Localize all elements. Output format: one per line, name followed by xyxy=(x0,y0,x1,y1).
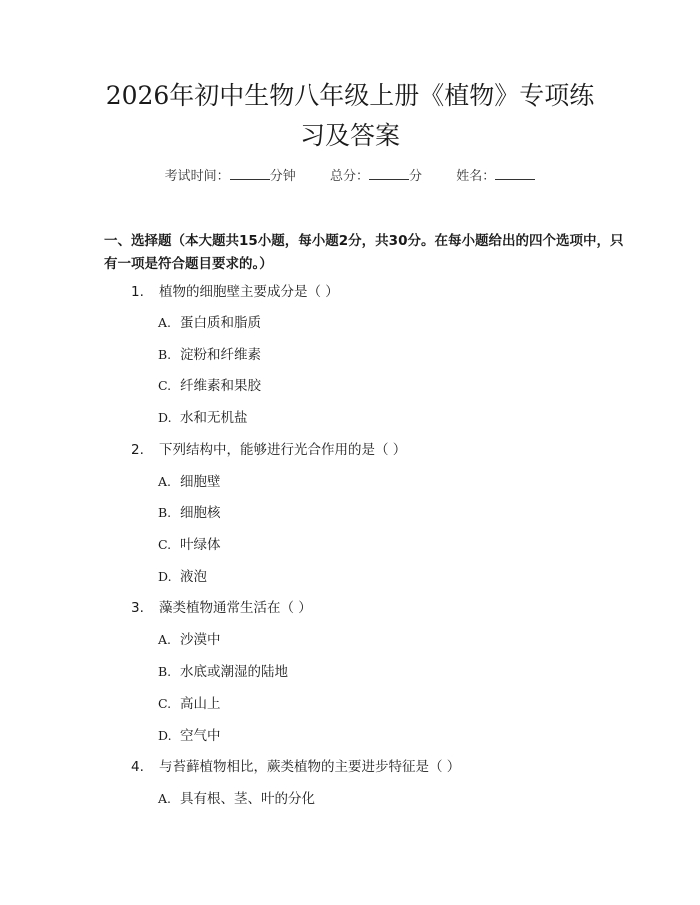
option-letter: C. xyxy=(158,537,172,552)
option-letter: C. xyxy=(158,696,172,711)
question-text: 与苔藓植物相比，蕨类植物的主要进步特征是（ ） xyxy=(159,759,461,775)
question-4 xyxy=(131,757,460,777)
option-text: 纤维素和果胶 xyxy=(180,378,261,394)
option-3b xyxy=(158,662,288,682)
option-text: 细胞壁 xyxy=(180,474,221,490)
question-text: 植物的细胞壁主要成分是（ ） xyxy=(159,284,339,300)
option-text: 淀粉和纤维素 xyxy=(180,347,261,363)
time-blank[interactable] xyxy=(230,167,270,180)
section-heading: 一、选择题（本大题共15小题，每小题2分，共30分。在每小题给出的四个选项中，只有一项是符合题目要求的。） xyxy=(104,233,624,272)
option-3a xyxy=(158,630,221,650)
page-title xyxy=(60,76,640,156)
option-3c xyxy=(158,694,221,714)
option-4a xyxy=(158,789,315,809)
question-number: 4. xyxy=(131,759,144,775)
option-letter: A. xyxy=(158,474,172,489)
question-1 xyxy=(131,282,339,302)
option-letter: A. xyxy=(158,632,172,647)
option-2d xyxy=(158,567,207,587)
name-blank[interactable] xyxy=(495,167,535,180)
option-text: 水底或潮湿的陆地 xyxy=(180,664,288,680)
option-3d xyxy=(158,726,221,746)
option-letter: A. xyxy=(158,791,172,806)
option-text: 沙漠中 xyxy=(180,632,221,648)
name-label: 姓名： xyxy=(456,169,496,184)
option-letter: D. xyxy=(158,410,172,425)
time-label: 考试时间： xyxy=(164,169,230,184)
question-2 xyxy=(131,440,406,460)
score-label: 总分： xyxy=(329,169,369,184)
option-text: 蛋白质和脂质 xyxy=(180,315,261,331)
option-letter: A. xyxy=(158,315,172,330)
option-1d xyxy=(158,408,248,428)
question-text: 下列结构中，能够进行光合作用的是（ ） xyxy=(159,442,407,458)
question-number: 1. xyxy=(131,284,144,300)
option-letter: B. xyxy=(158,664,172,679)
question-number: 3. xyxy=(131,600,144,616)
title-line-2: 习及答案 xyxy=(299,121,400,150)
option-text: 液泡 xyxy=(180,569,207,585)
title-line-1: 2026年初中生物八年级上册《植物》专项练 xyxy=(105,81,595,110)
question-number: 2. xyxy=(131,442,144,458)
option-text: 空气中 xyxy=(180,728,221,744)
option-letter: C. xyxy=(158,378,172,393)
option-letter: B. xyxy=(158,505,172,520)
option-letter: D. xyxy=(158,569,172,584)
option-2c xyxy=(158,535,221,555)
option-2b xyxy=(158,503,221,523)
question-3 xyxy=(131,598,312,618)
option-letter: D. xyxy=(158,728,172,743)
option-text: 高山上 xyxy=(180,696,221,712)
option-text: 具有根、茎、叶的分化 xyxy=(180,791,315,807)
time-unit: 分钟 xyxy=(269,169,296,184)
option-letter: B. xyxy=(158,347,172,362)
option-text: 叶绿体 xyxy=(180,537,221,553)
option-1a xyxy=(158,313,261,333)
option-1b xyxy=(158,345,261,365)
option-1c xyxy=(158,376,261,396)
option-text: 细胞核 xyxy=(180,505,221,521)
score-unit: 分 xyxy=(409,169,423,184)
question-text: 藻类植物通常生活在（ ） xyxy=(159,600,312,616)
option-text: 水和无机盐 xyxy=(180,410,248,426)
option-2a xyxy=(158,472,221,492)
exam-info-row xyxy=(0,167,700,187)
score-blank[interactable] xyxy=(369,167,409,180)
